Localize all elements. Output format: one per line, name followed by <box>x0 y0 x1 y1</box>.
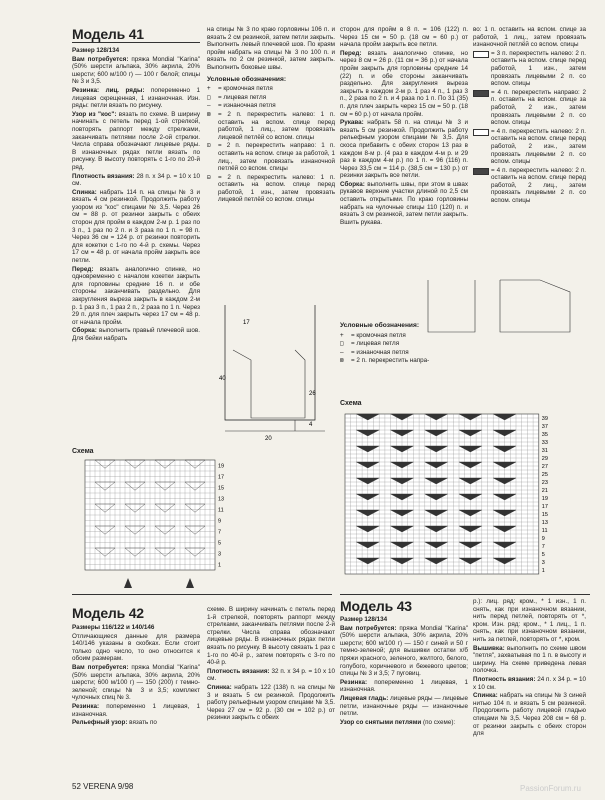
paragraph-lead: Лицевая гладь: <box>340 694 389 702</box>
paragraph <box>207 684 335 722</box>
paragraph-lead: Рукава: <box>340 119 364 127</box>
legend-entry <box>340 349 468 357</box>
paragraph-lead: Плотность вязания: <box>207 667 270 675</box>
paragraph-body: р.): лиц. ряд: кром., * 1 изн., 1 п. снять, как при изнаночном вязании, нить перед петлей, повторять от *, кром. Изн. ряд: кром., * 1 лиц., 1 п. снять, как при изнаночном вязании, нить за петлей, повторять от *, кром. <box>473 598 586 643</box>
model-41-garment-diagram <box>205 300 335 445</box>
legend-text: = 2 п. перекрестить налево: 1 п. оставить на вспом. спице перед работой, 1 лиц., затем провязать лицевой петлёй со вспом. спицы <box>218 110 335 141</box>
model-41-size: Размер 128/134 <box>72 47 120 54</box>
cable-symbol-icon <box>473 168 489 175</box>
model-43-text-column-3 <box>340 26 468 227</box>
paragraph-body: попеременно 1 лицевая, 1 изнаночная. <box>72 702 200 718</box>
paragraph <box>72 327 200 342</box>
legend-entry <box>473 167 586 205</box>
legend-symbol-icon: – <box>340 348 344 356</box>
legend-entry <box>207 111 335 141</box>
paragraph <box>473 692 586 738</box>
paragraph-lead: Плотность вязания: <box>473 675 536 683</box>
legend-text: во: 1 п. оставить на вспом. спице за работой, 1 лиц., затем провязать изнаночной петлёй со вспом. спицы <box>473 26 586 49</box>
row-number: 25 <box>541 472 548 478</box>
paragraph <box>72 111 200 172</box>
legend-symbol-icon: + <box>207 85 211 93</box>
model-41-title: Модель 41 <box>72 26 144 42</box>
row-number: 33 <box>541 440 548 446</box>
model-43-legend-block <box>340 318 468 366</box>
row-number: 13 <box>541 520 548 526</box>
paragraph <box>72 189 200 265</box>
legend-text: = 4 п. перекрестить направо: 2 п. оставить на вспом. спице за работой, 2 изн., затем провязать лицевыми 2 п. со вспом. спицы <box>491 88 586 127</box>
paragraph-body: пряжа Mondial "Karina" (50% шерсти альпака, 30% акрила, 20% шерсти; 600 м/100 г) — 150 г синей и 50 г темно-зеленой; для вышивки остатки х/б пряжи красного, зеленого, желтого, белого, голубого, коричневого и бежевого цветов; спицы № 3 и 3,5; 7 пуговиц. <box>340 624 469 678</box>
paragraph-lead: Плотность вязания: <box>72 172 135 180</box>
paragraph <box>72 266 200 327</box>
model-41-col1-paragraphs <box>72 56 200 343</box>
garment-outline <box>225 305 315 420</box>
model-41-grid <box>85 460 215 570</box>
garment-outline-sleeve <box>500 280 570 332</box>
legend-symbol-icon: ⊡ <box>207 142 211 150</box>
paragraph-body: сторон для пройм в 8 п. = 106 (122) п. Через 15 см = 50 р. (18 см = 60 р.) от начала пройм закрыть все петли. <box>340 26 468 49</box>
row-number: 37 <box>541 424 548 430</box>
model-43-title: Модель 43 <box>340 598 412 614</box>
paragraph-lead: Резинка: лиц. ряды: <box>72 86 145 94</box>
paragraph <box>340 119 468 180</box>
paragraph <box>473 598 586 644</box>
row-number: 11 <box>541 528 548 534</box>
paragraph-lead: Спинка: <box>207 683 232 691</box>
model-42-col1-paragraphs <box>72 633 200 727</box>
paragraph <box>207 668 335 683</box>
row-number: 35 <box>541 432 548 438</box>
legend-text: = лицевая петля <box>351 340 400 348</box>
model-41-col2-paragraphs <box>207 26 335 72</box>
model-41-scheme-label: Схема <box>72 448 94 455</box>
paragraph-body: набрать 122 (138) п. на спицы № 3 и вязать 5 см резинкой. Продолжить работу рельефным узором спицами № 3,5. Через 27 см = 92 р. (30 см = 102 р.) от резинки закрыть с обеих <box>207 683 335 722</box>
row-number: 9 <box>218 518 222 525</box>
paragraph <box>72 173 200 188</box>
legend-text: = 4 п. перекрестить налево: 2 п. оставить на вспом. спице перед работой, 2 изн., затем провязать лицевыми 2 п. со вспом. спицы <box>491 127 586 166</box>
section-rule-42 <box>72 594 332 595</box>
legend-entry <box>207 94 335 102</box>
paragraph <box>340 625 468 678</box>
paragraph-lead: Сборка: <box>340 180 365 188</box>
paragraph-body: Отличающиеся данные для размера 140/146 указаны в скобках. Если стоит только одно число, то оно относится к обоим размерам. <box>72 632 200 663</box>
paragraph-body: 28 п. х 34 р. = 10 х 10 см. <box>72 172 200 188</box>
paragraph-body: лицевые ряды — лицевые петли, изнаночные ряды — изнаночные петли. <box>340 694 468 718</box>
legend-text: = 2 п. перекрестить налево: 1 п. оставить на вспом. спице перед работой, 1 изн., затем провязать лицевой петлёй со вспом. спицы <box>218 173 335 204</box>
model-41-legend <box>207 85 335 204</box>
row-number: 5 <box>218 540 222 547</box>
row-number: 3 <box>218 551 222 558</box>
legend-symbol-icon: + <box>340 331 344 339</box>
paragraph-lead: Вам потребуется: <box>340 624 397 632</box>
model-43-row-numbers <box>542 416 548 574</box>
model-43-scheme-chart <box>340 412 565 582</box>
model-43-text-column-1 <box>340 616 468 727</box>
legend-symbol-icon: ⊠ <box>207 110 211 118</box>
row-number: 17 <box>218 474 225 481</box>
model-41-legend-title: Условные обозначения: <box>207 75 287 83</box>
paragraph-body: на спицы № 3 по краю горловины 106 п. и вязать 2 см резинкой, затем петли закрыть. Выполнить левый плечевой шов. По краям пройм набрать на спицы № 3 по 100 п. и вязать по 2 см резинкой, затем закрыть. Выполнить боковые швы. <box>207 26 335 71</box>
paragraph <box>207 26 335 72</box>
legend-text: = 2 п. перекрестить направо: 1 п. оставить на вспом. спице за работой, 1 лиц., затем провязать изнаночной петлёй со вспом. спицы <box>218 142 335 173</box>
paragraph <box>207 606 335 667</box>
paragraph-lead: Резинка: <box>72 702 100 710</box>
paragraph-body: вязать по <box>127 719 157 727</box>
paragraph <box>72 87 200 110</box>
legend-text: = 4 п. перекрестить налево: 2 п. оставить на вспом. спице перед работой, 2 лиц., затем провязать лицевыми 2 п. со вспом. спицы <box>491 166 586 205</box>
row-number: 9 <box>541 536 545 542</box>
paragraph-lead: Перед: <box>72 265 94 273</box>
paragraph <box>473 645 586 675</box>
legend-entry <box>473 50 586 88</box>
row-number: 23 <box>541 480 548 486</box>
legend-text: = 2 п. перекрестить напра- <box>351 357 430 365</box>
row-number: 1 <box>218 562 222 569</box>
row-number: 7 <box>541 544 545 550</box>
paragraph-body: выполнить правый плечевой шов. Для бейки набрать <box>72 327 200 342</box>
paragraph-lead: Вам потребуется: <box>72 663 129 671</box>
model-42-text-column-1 <box>72 624 200 728</box>
paragraph-lead: Резинка: <box>340 678 368 686</box>
model-43-size: Размер 128/134 <box>340 616 388 623</box>
watermark: PassionForum.ru <box>520 784 581 793</box>
paragraph-lead: Вам потребуется: <box>72 55 129 63</box>
legend-symbol-icon: □ <box>207 93 211 101</box>
paragraph <box>72 633 200 663</box>
cable-symbol-icon <box>473 51 489 58</box>
dim-20: 20 <box>265 436 272 442</box>
legend-symbol-icon: ⊠ <box>340 357 344 365</box>
paragraph-body: выполнить швы, при этом в швах рукавов верхние участки длиной по 2,5 см оставить открытыми. По краю горловины набрать на чулочные спицы 110 (120) п. и вязать 3 см резинкой, затем петли закрыть. Вшить рукава. <box>340 180 468 226</box>
paragraph <box>473 676 586 691</box>
legend-entry <box>340 357 468 365</box>
paragraph-lead: Вышивка: <box>473 644 505 652</box>
legend-symbol-icon: □ <box>340 340 344 348</box>
paragraph-body: набрать 114 п. на спицы № 3 и вязать 4 см резинкой. Продолжить работу узором из "кос" спицами № 3,5. Через 26 см = 88 р. от резинки закрыть с обеих сторон для пройм в каждом 2-м р. 1 раз по 3 п., 1 раз по 2 п. и 3 раза по 1 п. = 98 п. Через 36 см = 124 р. от резинки повторить для кокетки с 1-го по 4-й р. схемы. Через 17 см = 48 р. от начала пройм закрыть все петли. <box>72 188 200 265</box>
dim-17: 17 <box>243 320 250 326</box>
row-number: 15 <box>218 485 225 492</box>
title-rule <box>72 42 200 43</box>
row-number: 15 <box>541 512 548 518</box>
paragraph-body: пряжа Mondial "Karina" (50% шерсти альпака, 30% акрила, 20% шерсти; 600 м/100 г) — 100 г белой; спицы № 3 и 3,5. <box>72 55 201 86</box>
paragraph-lead: Рельефный узор: <box>72 719 128 727</box>
model-42-text-column-2 <box>207 606 335 723</box>
paragraph-lead: Спинка: <box>72 188 97 196</box>
model-41-scheme-chart <box>80 458 240 588</box>
legend-entry <box>207 142 335 172</box>
paragraph <box>340 26 468 49</box>
dim-40: 40 <box>219 376 226 382</box>
row-number: 13 <box>218 496 225 503</box>
legend-entry <box>340 332 468 340</box>
legend-text: = изнаночная петля <box>351 348 409 356</box>
dim-4: 4 <box>309 422 313 428</box>
paragraph-body: попеременно 1 лицевая, 1 изнаночная. <box>340 678 468 694</box>
row-number: 39 <box>541 416 548 422</box>
model-43-col4-paragraphs <box>473 26 586 205</box>
model-43-grid <box>345 414 539 574</box>
paragraph-body: набрать 58 п. на спицы № 3 и вязать 5 см резинкой. Продолжить работу рельефным узором спицами № 3,5. Для скоса прибавить с обеих сторон 13 раз в каждом 8-м р. (4 раз в каждом 4-м р. и 29 раз в каждом 4-м р.) по 1 п. = 96 (116) п. Через 33,5 см = 114 р. (38,5 см = 130 р.) от резинки закрыть все петли. <box>340 119 468 180</box>
paragraph <box>72 664 200 702</box>
paragraph-lead: Перед: <box>340 49 362 57</box>
garment-armhole <box>233 350 305 418</box>
row-number: 17 <box>541 504 548 510</box>
row-number: 5 <box>541 552 545 558</box>
paragraph <box>340 695 468 718</box>
repeat-arrow-right <box>186 578 194 588</box>
model-43-col3-paragraphs <box>340 26 468 226</box>
legend-entry <box>473 128 586 166</box>
paragraph <box>340 50 468 118</box>
paragraph <box>340 679 468 694</box>
row-number: 1 <box>541 568 545 574</box>
paragraph-body: выполнить по схеме швом "петля", захватывая по 1 п. в высоту и ширину. На схеме приведена левая полочка. <box>473 644 586 675</box>
row-number: 3 <box>541 560 545 566</box>
model-41-row-numbers <box>218 464 224 569</box>
model-43-legend <box>340 332 468 365</box>
legend-text: = кромочная петля <box>218 85 273 93</box>
legend-entry <box>473 26 586 49</box>
model-42-col2-paragraphs <box>207 606 335 722</box>
row-number: 29 <box>541 456 548 462</box>
paragraph-body: 24 п. х 34 р. = 10 х 10 см. <box>473 675 586 691</box>
model-43-col2-paragraphs <box>473 598 586 738</box>
paragraph <box>72 56 200 86</box>
paragraph-lead: Узор со снятыми петлями <box>340 718 422 726</box>
legend-text: = изнаночная петля <box>218 102 276 110</box>
model-43-text-column-2 <box>473 598 586 739</box>
dim-26: 26 <box>309 391 316 397</box>
paragraph-body: вязать аналогично спинке, но через 8 см = 26 р. (11 см = 36 р.) от начала пройм закрыть для горловины средние 14 (22) п. и обе стороны заканчивать раздельно. Для закругления выреза закрыть в каждом 2-м р. 1 раз 4 п., 1 раз 3 п., 2 раза по 2 п. и 4 раза по 1 п. По 31 (35) п. для плеч закрыть через 15 см = 50 р. (18 см = 60 р.) от начала пройм. <box>340 49 468 118</box>
paragraph-body: 32 п. х 34 р. = 10 х 10 см. <box>207 667 335 683</box>
paragraph <box>72 703 200 718</box>
paragraph-body: вязать по схеме. В ширину начинать с петель перед 1-ой стрелкой, повторять раппорт между стрелками, заканчивать петлями после 2-ой стрелки. Числа справа обозначают лицевые ряды. В изнаночных рядах петли вязать по рисунку. В высоту повторять с 1-го по 20-й ряд. <box>72 110 201 171</box>
row-number: 27 <box>541 464 548 470</box>
legend-symbol-icon: ⊟ <box>207 173 211 181</box>
paragraph-lead: Сборка: <box>72 327 97 335</box>
cable-symbol-icon <box>473 90 489 97</box>
model-43-scheme-label: Схема <box>340 400 362 407</box>
legend-symbol-icon: – <box>207 102 211 110</box>
model-43-legend-title: Условные обозначения: <box>340 322 420 329</box>
paragraph-lead: Спинка: <box>473 692 498 700</box>
legend-entry <box>473 89 586 127</box>
repeat-arrow-left <box>124 578 132 588</box>
paragraph-body: пряжа Mondial "Karina" (50% шерсти альпака, 30% акрила, 20% шерсти; 600 м/100 г) — 150 (200) г темно-зеленой; спицы № 3 и 3,5; комплект чулочных спиц № 3. <box>72 663 201 702</box>
paragraph-body: вязать аналогично спинке, но одновременно с началом кокетки закрыть для горловины средние 16 п. и обе стороны заканчивать раздельно. Для закругления выреза закрыть в каждом 2-м р. 1 раз 3 п., 1 раз 2 п., 2 раза по 1 п. Через 29 п. для плеч закрыть через 17 см = 48 р. от начала пройм. <box>72 265 200 326</box>
paragraph <box>72 719 200 727</box>
legend-entry <box>207 102 335 110</box>
paragraph-body: набрать на спицы № 3 синей нитью 104 п. и вязать 5 см резинкой. Продолжить работу лицевой гладью спицами № 3,5. Через 208 см = 68 р. от резинки закрыть с обеих сторон для <box>473 692 586 738</box>
model-42-sizes: Размеры 116/122 и 140/146 <box>72 624 155 631</box>
row-number: 19 <box>218 463 225 470</box>
section-rule-43 <box>340 594 590 595</box>
row-number: 11 <box>218 507 224 514</box>
legend-entry <box>207 174 335 204</box>
paragraph <box>340 181 468 227</box>
paragraph-body: схеме. В ширину начинать с петель перед 1-й стрелкой, повторять раппорт между стрелками, заканчивать петлями после 2-й стрелки. Числа справа обозначают лицевые ряды. В изнаночных рядах петли вязать по рисунку. В высоту связать 1 раз с 1-го по 40-й р., затем повторять с 3-го по 40-й р. <box>207 606 335 667</box>
legend-text: = 3 п. перекрестить налево: 2 п. оставить на вспом. спице перед работой, 1 изн., затем провязать лицевыми 2 п. со вспом. спицы <box>491 49 586 88</box>
model-41-text-column-2 <box>207 26 335 205</box>
row-number: 31 <box>541 448 548 454</box>
model-43-col1-paragraphs <box>340 625 468 727</box>
paragraph-body: попеременно 1 лицевая скрещенная, 1 изнаночная. Изн. ряды: петли вязать по рисунку. <box>72 86 200 110</box>
legend-entry <box>207 85 335 93</box>
row-number: 19 <box>541 496 548 502</box>
model-43-text-column-4 <box>473 26 586 206</box>
legend-text: = лицевая петля <box>218 93 267 101</box>
cable-symbol-icon <box>473 129 489 136</box>
row-number: 21 <box>541 488 548 494</box>
legend-entry <box>340 340 468 348</box>
model-41-text-column-1 <box>72 47 200 344</box>
paragraph <box>340 719 468 727</box>
row-number: 7 <box>218 529 222 536</box>
paragraph-lead: Узор из "кос": <box>72 110 117 118</box>
model-42-title: Модель 42 <box>72 605 144 621</box>
page-footer: 52 VERENA 9/98 <box>72 782 134 791</box>
legend-text: = кромочная петля <box>351 331 406 339</box>
paragraph-body: (по схеме): <box>421 718 456 726</box>
